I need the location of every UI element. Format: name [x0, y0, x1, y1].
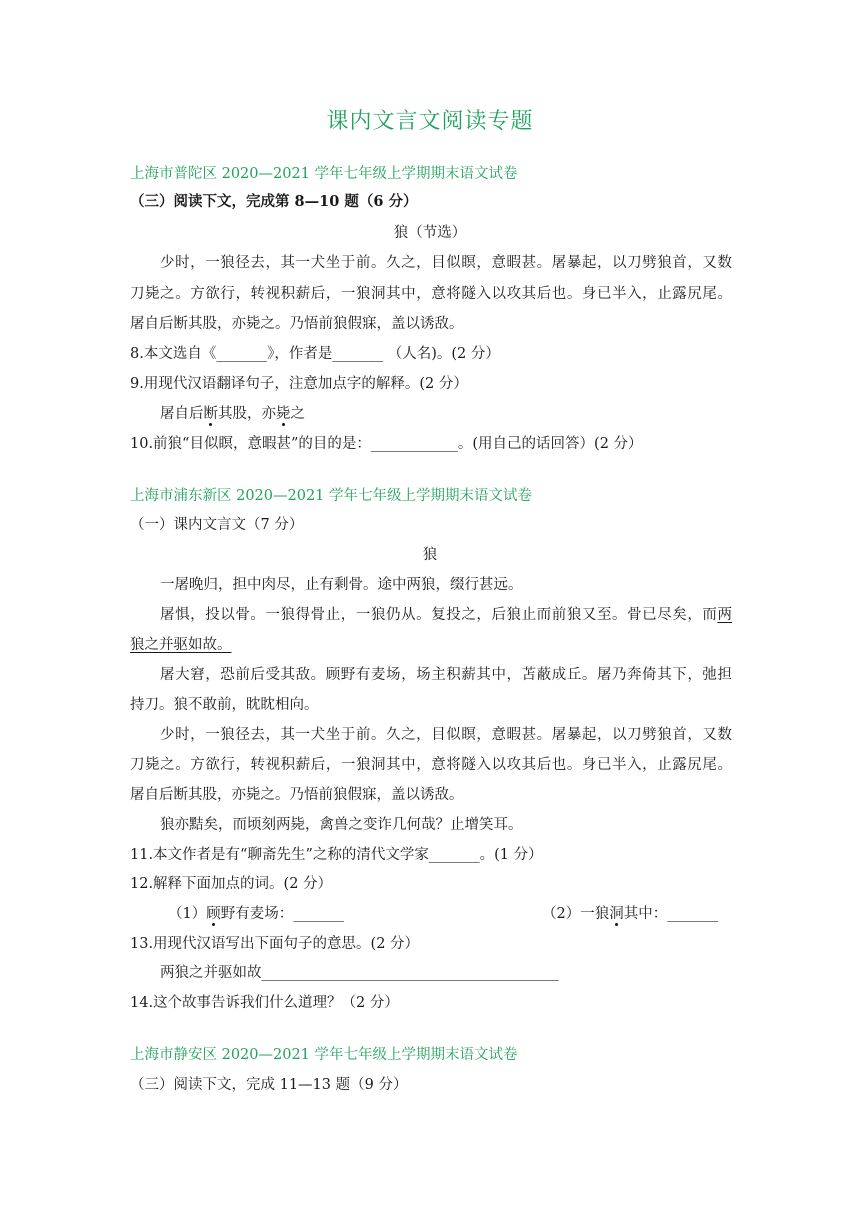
section-2-paragraph-line: 狼之并驱如故。	[130, 637, 232, 653]
section-2-paragraph-line: 一屠晚归，担中肉尽，止有剩骨。途中两狼，缀行甚远。	[160, 577, 523, 593]
page-title: 课内文言文阅读专题	[326, 109, 534, 134]
question-13: 13.用现代汉语写出下面句子的意思。(2 分）	[130, 936, 420, 952]
question-10: 10.前狼“目似瞑，意暇甚”的目的是：____________。(用自己的话回答）(2 分）	[130, 436, 643, 452]
question-9: 9.用现代汉语翻译句子，注意加点字的解释。(2 分）	[130, 376, 468, 392]
section-2-paragraph-line: 刀毙之。方欲行，转视积薪后，一狼洞其中，意将隧入以攻其后也。身已半入，止露尻尾。	[130, 757, 732, 773]
question-12-part-2: （2）一狼洞其中：_______	[542, 906, 718, 922]
section-2-paragraph-line: 狼亦黠矣，而顷刻两毙，禽兽之变诈几何哉？止增笑耳。	[160, 817, 523, 833]
section-1-paragraph-line: 少时，一狼径去，其一犬坐于前。久之，目似瞑，意暇甚。屠暴起，以刀劈狼首，又数	[160, 255, 732, 271]
section-1-instruction: （三）阅读下文，完成第 8—10 题（6 分）	[130, 193, 418, 210]
question-14: 14.这个故事告诉我们什么道理？（2 分）	[130, 995, 399, 1011]
question-13-sentence: 两狼之并驱如故_________________________________________	[160, 965, 559, 981]
section-1-source: 上海市普陀区 2020—2021 学年七年级上学期期末语文试卷	[130, 166, 518, 182]
section-2-paragraph-line: 持刀。狼不敢前，眈眈相向。	[130, 697, 319, 713]
section-3-source: 上海市静安区 2020—2021 学年七年级上学期期末语文试卷	[130, 1047, 518, 1063]
section-2-paragraph-line: 少时，一狼径去，其一犬坐于前。久之，目似瞑，意暇甚。屠暴起，以刀劈狼首，又数	[160, 727, 732, 743]
section-2-paragraph-line: 屠大窘，恐前后受其敌。顾野有麦场，场主积薪其中，苫蔽成丘。屠乃奔倚其下，弛担	[160, 667, 732, 683]
emphasis-dot-char: 顾	[206, 906, 221, 922]
section-2-instruction: （一）课内文言文（7 分）	[130, 517, 304, 533]
section-2-paragraph-line: 屠惧，投以骨。一狼得骨止，一狼仍从。复投之，后狼止而前狼又至。骨已尽矣，而两	[160, 607, 732, 623]
section-1-passage-title: 狼（节选）	[393, 225, 467, 241]
question-11: 11.本文作者是有“聊斋先生”之称的清代文学家_______。(1 分）	[130, 847, 543, 863]
section-2-passage-title: 狼	[422, 547, 438, 563]
section-3-instruction: （三）阅读下文，完成 11—13 题（9 分）	[130, 1077, 408, 1093]
section-1-paragraph-line: 刀毙之。方欲行，转视积薪后，一狼洞其中，意将隧入以攻其后也。身已半入，止露尻尾。	[130, 286, 732, 302]
emphasis-dot-char: 断	[203, 406, 218, 422]
emphasis-dot-char: 毙	[276, 406, 291, 422]
question-12-part-1: （1）顾野有麦场：_______	[168, 906, 344, 922]
section-2-paragraph-line: 屠自后断其股，亦毙之。乃悟前狼假寐，盖以诱敌。	[130, 787, 464, 803]
question-8: 8.本文选自《_______》，作者是_______ （人名)。(2 分）	[130, 346, 500, 362]
section-2-source: 上海市浦东新区 2020—2021 学年七年级上学期期末语文试卷	[130, 488, 533, 504]
emphasis-dot-char: 洞	[609, 906, 624, 922]
question-9-sentence: 屠自后断其股，亦毙之	[160, 406, 305, 422]
section-1-paragraph-line: 屠自后断其股，亦毙之。乃悟前狼假寐，盖以诱敌。	[130, 316, 464, 332]
question-12: 12.解释下面加点的词。(2 分）	[130, 876, 333, 892]
